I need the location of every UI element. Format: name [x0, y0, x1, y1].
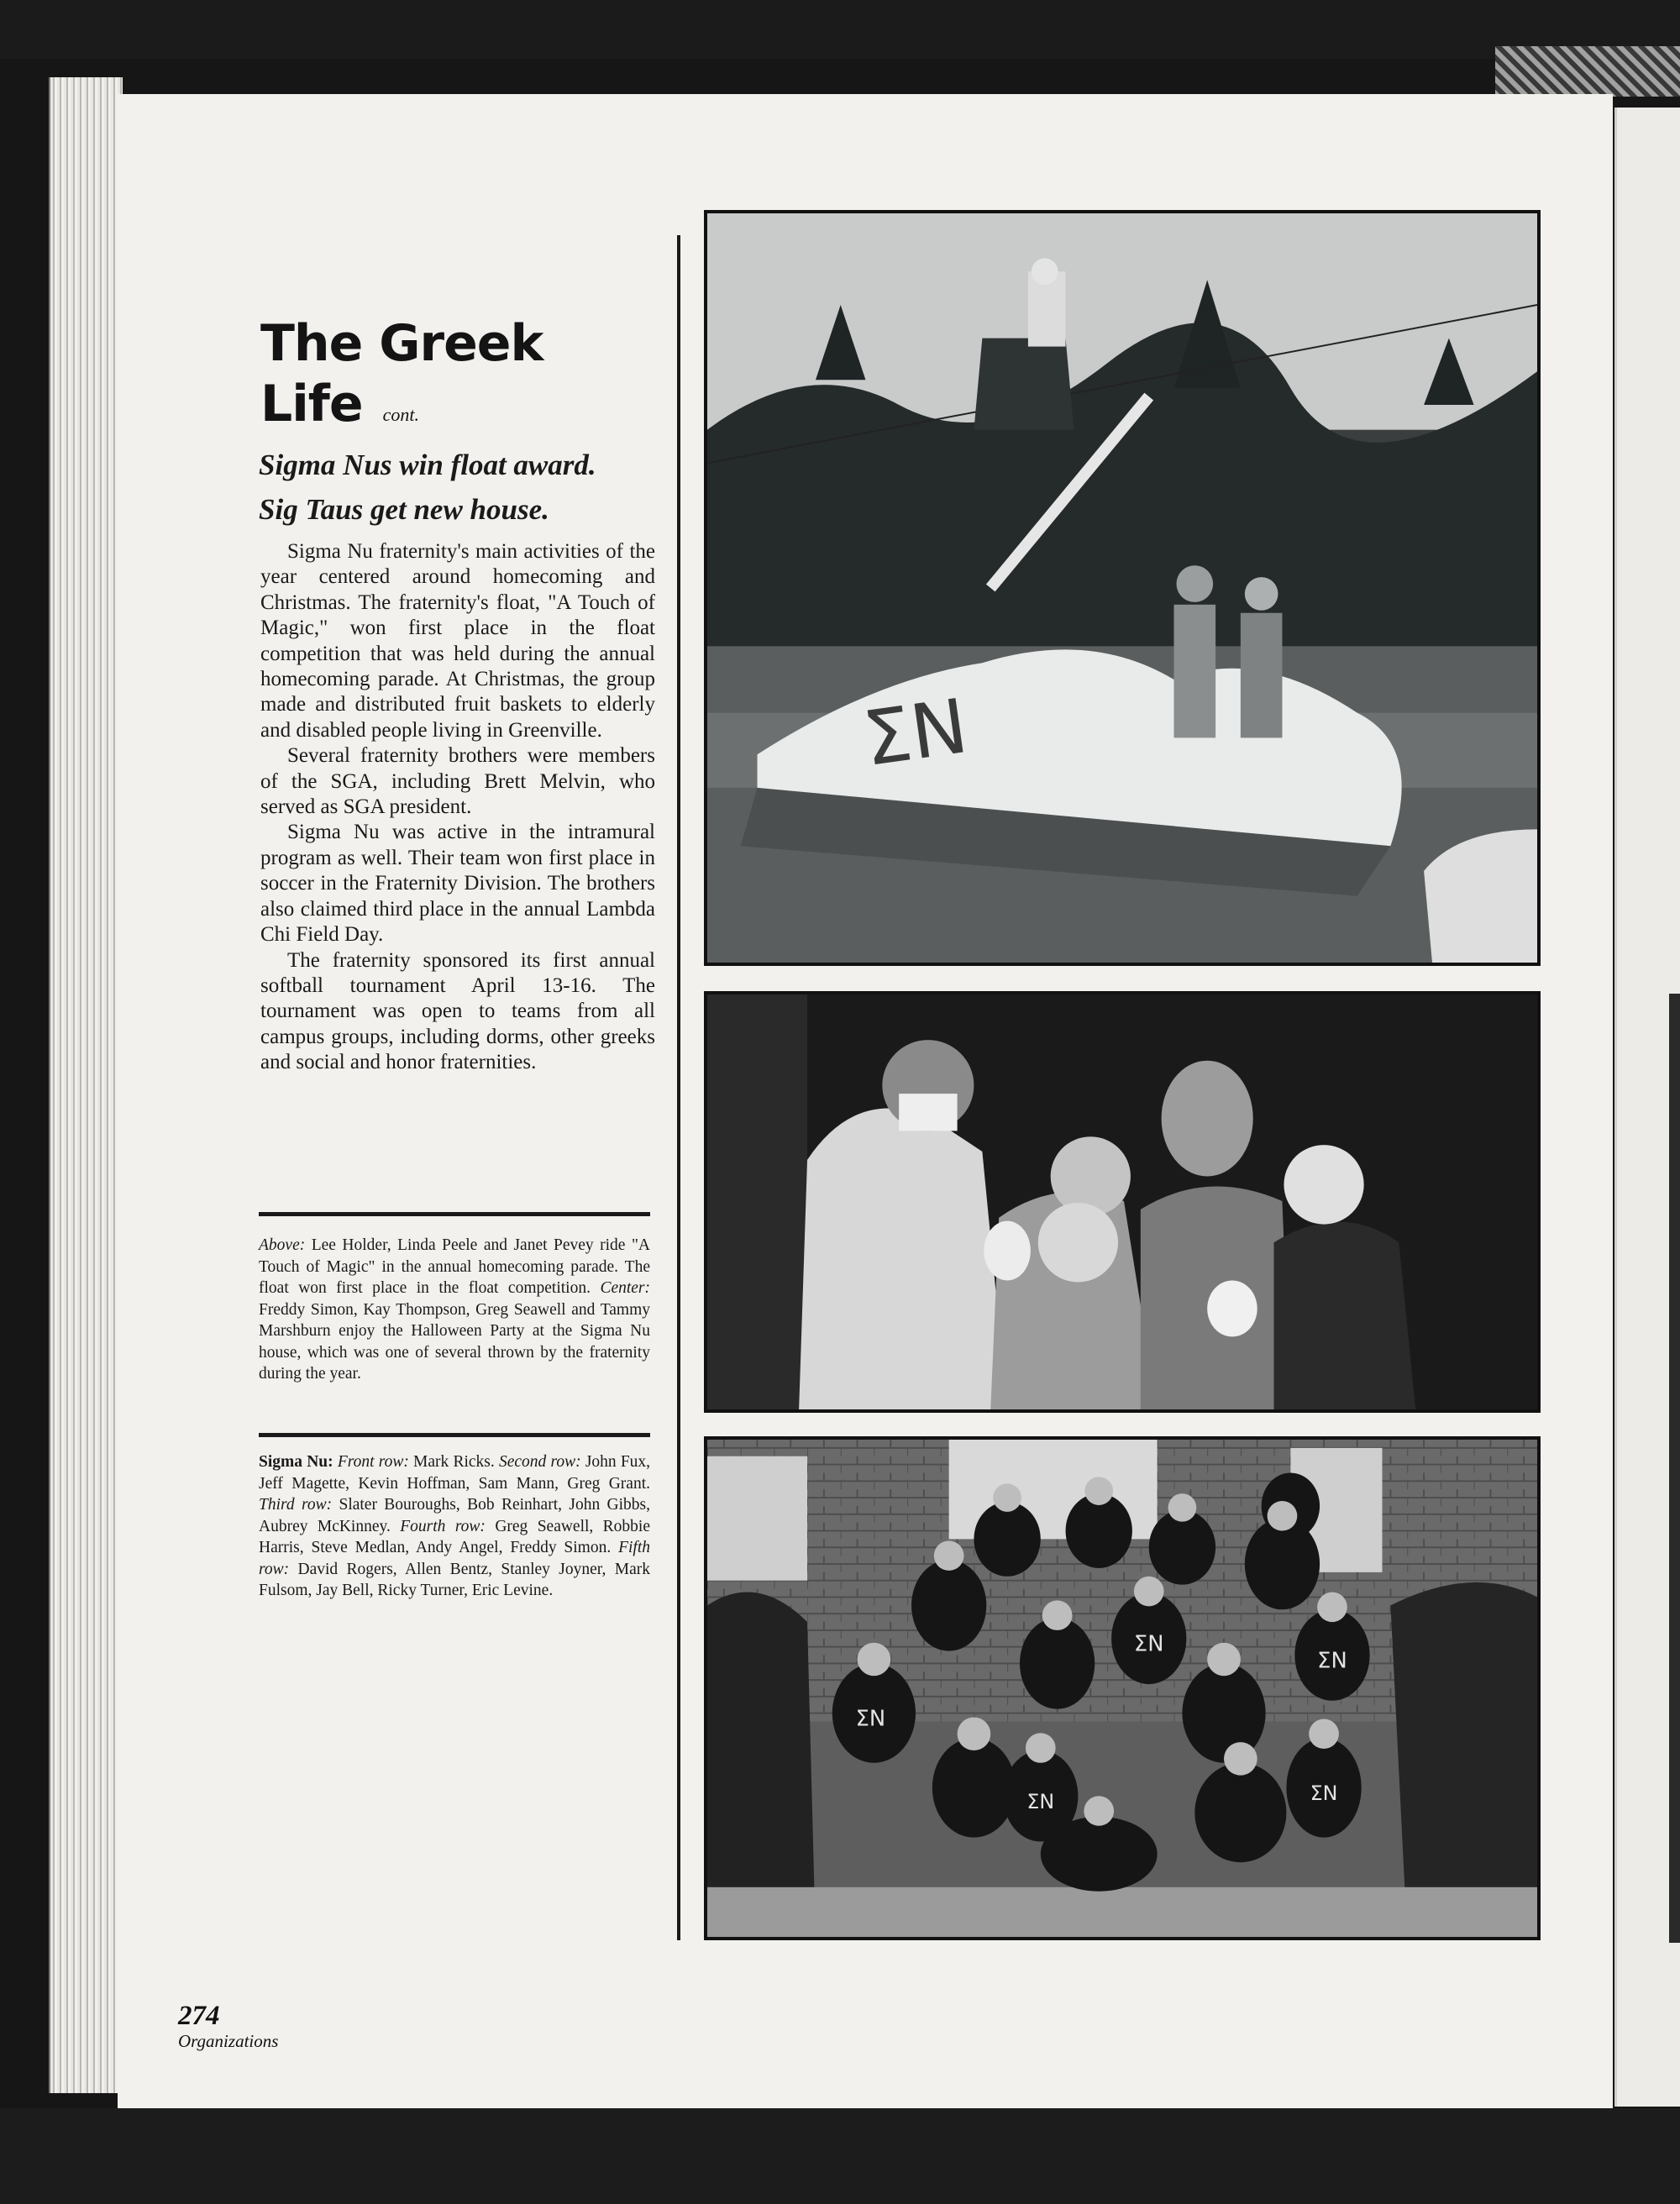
caption-divider-2 — [259, 1433, 650, 1437]
subhead-line-1: Sigma Nus win float award. — [259, 449, 596, 481]
facing-page-edge — [1614, 108, 1680, 2107]
section-name: Organizations — [178, 2031, 279, 2051]
body-paragraph: The fraternity sponsored its first annual softball tournament April 13-16. The tournament was open to teams from all campus groups, including dorms, other greeks and social and honor fraternities. — [260, 948, 655, 1074]
photo-halloween-party — [704, 991, 1541, 1413]
body-paragraph: Sigma Nu was active in the intramural program as well. Their team won first place in soccer in the Fraternity Division. The brothers also claimed third place in the annual Lambda Chi Field Day. — [260, 821, 655, 947]
headline-line-2: Life — [260, 375, 363, 433]
page-stack-edges — [49, 77, 123, 2093]
shirt-sigma-nu-letters: ΣN — [1026, 1790, 1055, 1814]
caption-label-above: Above: — [259, 1236, 306, 1254]
shirt-sigma-nu-letters: ΣN — [855, 1706, 886, 1732]
body-paragraph: Several fraternity brothers were members of the SGA, including Brett Melvin, who served as SGA president. — [260, 744, 655, 819]
page-number: 274 — [178, 2001, 220, 2031]
row-label: Front row: — [337, 1453, 409, 1471]
scan-background-top — [0, 0, 1680, 59]
row-names: Greg Seawell, Robbie Harris, Steve Medlan, Andy Angel, Freddy Simon. — [259, 1517, 651, 1556]
article-body — [260, 539, 655, 1076]
subhead — [259, 443, 679, 532]
caption-divider-1 — [259, 1212, 650, 1216]
caption-label-center: Center: — [600, 1279, 651, 1297]
column-rule — [677, 235, 680, 1940]
group-photo-art — [707, 1440, 1537, 1937]
body-paragraph: Sigma Nu fraternity's main activities of the year centered around homecoming and Christmas. The fraternity's float, "A Touch of Magic," won first place in the float competition that was held during the annual homecoming parade. At Christmas, the group made and distributed fruit baskets to elderly and disabled people living in Greenville. — [260, 540, 655, 742]
headline-line-1: The Greek — [260, 314, 543, 373]
row-label: Fourth row: — [400, 1517, 486, 1535]
shirt-sigma-nu-letters: ΣN — [1317, 1648, 1347, 1674]
row-names: David Rogers, Allen Bentz, Stanley Joyner, Mark Fulsom, Jay Bell, Ricky Turner, Eric Levine. — [259, 1560, 650, 1599]
caption-text-center: Freddy Simon, Kay Thompson, Greg Seawell and Tammy Marshburn enjoy the Halloween Party at the Sigma Nu house, which was one of several thrown by the fraternity during the year. — [259, 1300, 650, 1383]
shirt-sigma-nu-letters: ΣN — [1133, 1631, 1164, 1657]
photo-caption — [259, 1235, 650, 1385]
binding-pattern — [1495, 46, 1680, 97]
row-names: John Fux, Jeff Magette, Kevin Hoffman, Sam Mann, Greg Grant. — [259, 1453, 651, 1493]
scan-background-bottom — [0, 2108, 1680, 2204]
headline — [260, 313, 543, 445]
page-folio — [178, 2001, 278, 2051]
group-name: Sigma Nu: — [259, 1453, 333, 1471]
float-sigma-nu-letters: ΣN — [858, 683, 974, 785]
subhead-line-2: Sig Taus get new house. — [259, 493, 549, 526]
row-names: Slater Bouroughs, Bob Reinhart, John Gibbs, Aubrey McKinney. — [259, 1496, 651, 1535]
caption-text-above: Lee Holder, Linda Peele and Janet Pevey ride "A Touch of Magic" in the annual homecoming parade. The float won first place in the float competition. — [259, 1236, 650, 1297]
float-photo-art — [707, 213, 1537, 963]
row-names: Mark Ricks. — [413, 1453, 495, 1471]
row-label: Second row: — [498, 1453, 581, 1471]
group-caption — [259, 1451, 650, 1602]
photo-sigma-nu-group — [704, 1436, 1541, 1940]
shirt-sigma-nu-letters: ΣN — [1310, 1782, 1338, 1806]
row-label: Third row: — [259, 1496, 333, 1514]
photo-homecoming-float — [704, 210, 1541, 966]
halloween-photo-art — [707, 994, 1537, 1409]
row-label: Fifth row: — [259, 1539, 651, 1578]
facing-page-photo-sliver — [1669, 994, 1680, 1943]
headline-continued: cont. — [382, 404, 419, 425]
